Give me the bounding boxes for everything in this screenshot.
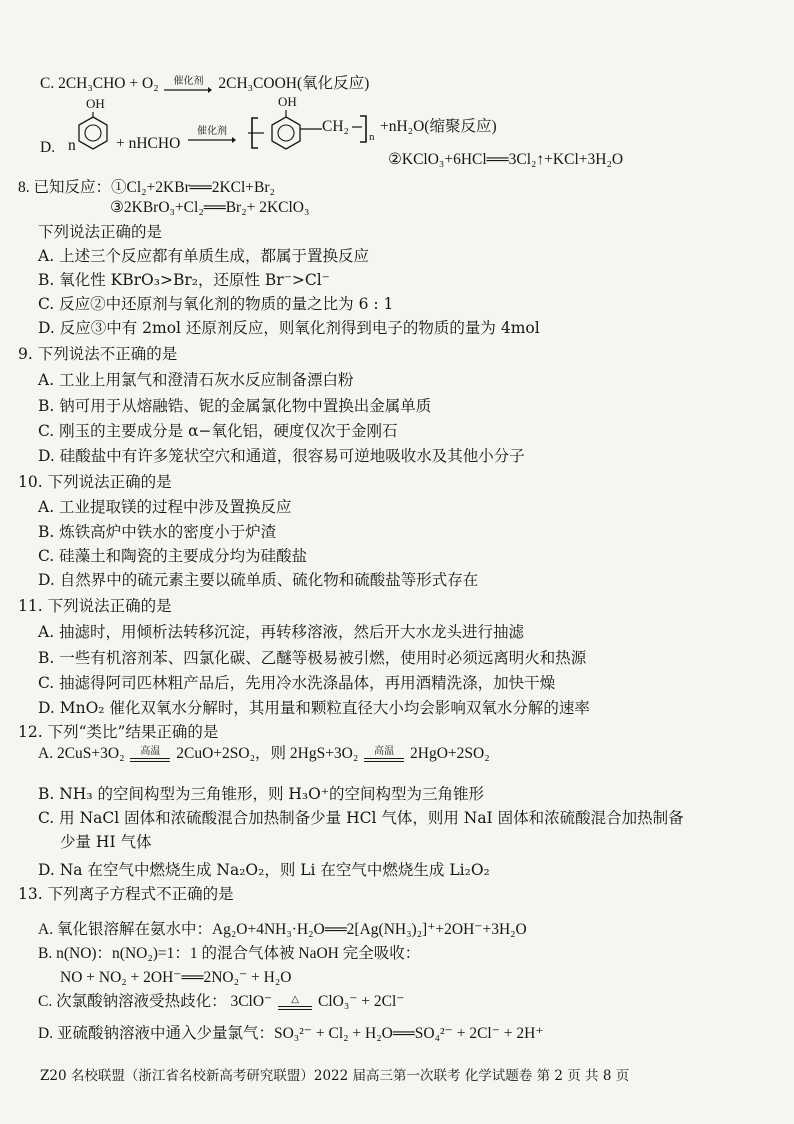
equals-condition <box>278 994 312 1011</box>
q10-option-c: C. 硅藻土和陶瓷的主要成分均为硅酸盐 <box>38 547 308 565</box>
double-line-icon <box>364 757 404 763</box>
double-line-icon <box>130 757 170 763</box>
equation-reactants: 2CuS+3O₂ <box>56 745 125 762</box>
q11-option-b: B. 一些有机溶剂苯、四氯化碳、乙醚等极易被引燃，使用时必须远离明火和热源 <box>38 649 587 667</box>
q12-option-c-line2: 少量 HI 气体 <box>60 833 152 851</box>
q8-option-d: D. 反应③中有 2mol 还原剂反应，则氧化剂得到电子的物质的量为 4mol <box>38 319 540 337</box>
q12-option-a <box>38 744 490 764</box>
q8-reaction-2: ②KClO₃+6HCl══3Cl₂↑+KCl+3H₂O <box>388 151 624 168</box>
polymer-oh-label: OH <box>278 94 297 109</box>
q9-stem: 9. 下列说法不正确的是 <box>18 345 178 363</box>
q8-reaction-3: ③2KBrO₃+Cl₂══Br₂+ 2KClO₃ <box>110 199 310 216</box>
reaction-arrow <box>164 76 212 93</box>
page-footer: Z20 名校联盟（浙江省名校新高考研究联盟）2022 届高三第一次联考 化学试题卷 第 2 页 共 8 页 <box>40 1068 630 1084</box>
q10-option-a: A. 工业提取镁的过程中涉及置换反应 <box>38 498 292 516</box>
polymer-bracket-ring-icon <box>248 108 324 154</box>
q9-option-b: B. 钠可用于从熔融锆、铌的金属氯化物中置换出金属单质 <box>38 397 432 415</box>
option-label: C. <box>40 75 55 92</box>
equation-products: 2HgO+2SO₂ <box>410 745 490 762</box>
equation-products: ClO₃⁻ + 2Cl⁻ <box>318 993 405 1010</box>
q8-question: 下列说法正确的是 <box>38 223 163 241</box>
q12-option-c-line1: C. 用 NaCl 固体和浓硫酸混合加热制备少量 HCl 气体，则用 NaI 固体和浓硫酸混合加热制备 <box>38 809 684 827</box>
q7-option-d-label: D. <box>40 139 56 156</box>
phenol-ring-icon <box>76 112 110 150</box>
q13-option-b-line2: NO + NO₂ + 2OH⁻══2NO₂⁻ + H₂O <box>60 969 292 986</box>
double-line-icon <box>278 1005 312 1011</box>
equals-condition <box>130 746 170 763</box>
reaction-condition: △ <box>291 993 299 1005</box>
q12-option-b: B. NH₃ 的空间构型为三角锥形，则 H₃O⁺的空间构型为三角锥形 <box>38 785 485 803</box>
q9-option-c: C. 刚玉的主要成分是 α−氧化铝，硬度仅次于金刚石 <box>38 422 398 440</box>
q13-stem: 13. 下列离子方程式不正确的是 <box>18 885 234 903</box>
equals-condition <box>364 746 404 763</box>
q11-option-d: D. MnO₂ 催化双氧水分解时，其用量和颗粒直径大小均会影响双氧水分解的速率 <box>38 699 590 717</box>
q10-stem: 10. 下列说法正确的是 <box>18 473 172 491</box>
equation-reactants: 3ClO⁻ <box>230 993 273 1010</box>
polymer-n: n <box>369 131 375 143</box>
q10-option-b: B. 炼铁高炉中铁水的密度小于炉渣 <box>38 523 277 541</box>
phenol-oh-label: OH <box>86 96 105 111</box>
q12-stem: 12. 下列“类比”结果正确的是 <box>18 723 219 741</box>
polymer-ch2: CH₂ <box>322 118 349 135</box>
q11-option-c: C. 抽滤得阿司匹林粗产品后，先用冷水洗涤晶体，再用酒精洗涤，加快干燥 <box>38 674 556 692</box>
reaction-condition: 高温 <box>140 745 161 757</box>
q11-stem: 11. 下列说法正确的是 <box>18 597 172 615</box>
q7-d-arrow <box>186 124 238 144</box>
equation-products: 2CH₃COOH(氧化反应) <box>218 75 370 92</box>
arrow-right-icon <box>164 87 212 93</box>
reaction-arrow <box>188 126 236 143</box>
equation-reactants: 2CH₃CHO + O₂ <box>58 75 159 92</box>
q11-option-a: A. 抽滤时，用倾析法转移沉淀，再转移溶液，然后开大水龙头进行抽滤 <box>38 623 525 641</box>
equation-middle: 2CuO+2SO₂，则 2HgS+3O₂ <box>176 745 359 762</box>
q7-d-tail: +nH₂O(缩聚反应) <box>380 118 497 135</box>
q13-option-b-line1: B. n(NO)：n(NO₂)=1：1 的混合气体被 NaOH 完全吸收： <box>38 945 421 962</box>
q12-option-d: D. Na 在空气中燃烧生成 Na₂O₂，则 Li 在空气中燃烧生成 Li₂O₂ <box>38 861 490 879</box>
q10-option-d: D. 自然界中的硫元素主要以硫单质、硫化物和硫酸盐等形式存在 <box>38 571 479 589</box>
q7-option-d-n: n <box>68 137 76 154</box>
q7-hcho: + nHCHO <box>116 135 181 152</box>
option-text: C. 次氯酸钠溶液受热歧化： <box>38 993 227 1010</box>
q7-option-c <box>40 74 369 94</box>
q8-stem: 8. 已知反应：①Cl₂+2KBr══2KCl+Br₂ <box>18 179 275 196</box>
reaction-condition: 高温 <box>374 745 395 757</box>
q8-option-a: A. 上述三个反应都有单质生成，都属于置换反应 <box>38 247 370 265</box>
q8-option-b: B. 氧化性 KBrO₃>Br₂，还原性 Br⁻>Cl⁻ <box>38 271 330 289</box>
q9-option-a: A. 工业上用氯气和澄清石灰水反应制备漂白粉 <box>38 371 354 389</box>
reaction-condition: 催化剂 <box>173 75 204 87</box>
arrow-right-icon <box>188 137 236 143</box>
q8-option-c: C. 反应②中还原剂与氧化剂的物质的量之比为 6 : 1 <box>38 295 394 313</box>
reaction-condition: 催化剂 <box>197 125 227 137</box>
option-label: A. <box>38 745 54 762</box>
q13-option-c <box>38 992 405 1012</box>
q9-option-d: D. 硅酸盐中有许多笼状空穴和通道，很容易可逆地吸收水及其他小分子 <box>38 447 525 465</box>
q13-option-d: D. 亚硫酸钠溶液中通入少量氯气：SO₃²⁻ + Cl₂ + H₂O══SO₄²⁻ + 2Cl⁻ + 2H⁺ <box>38 1025 544 1042</box>
q13-option-a: A. 氧化银溶解在氨水中：Ag₂O+4NH₃·H₂O══2[Ag(NH₃)₂]⁺+2OH⁻+3H₂O <box>38 921 527 938</box>
